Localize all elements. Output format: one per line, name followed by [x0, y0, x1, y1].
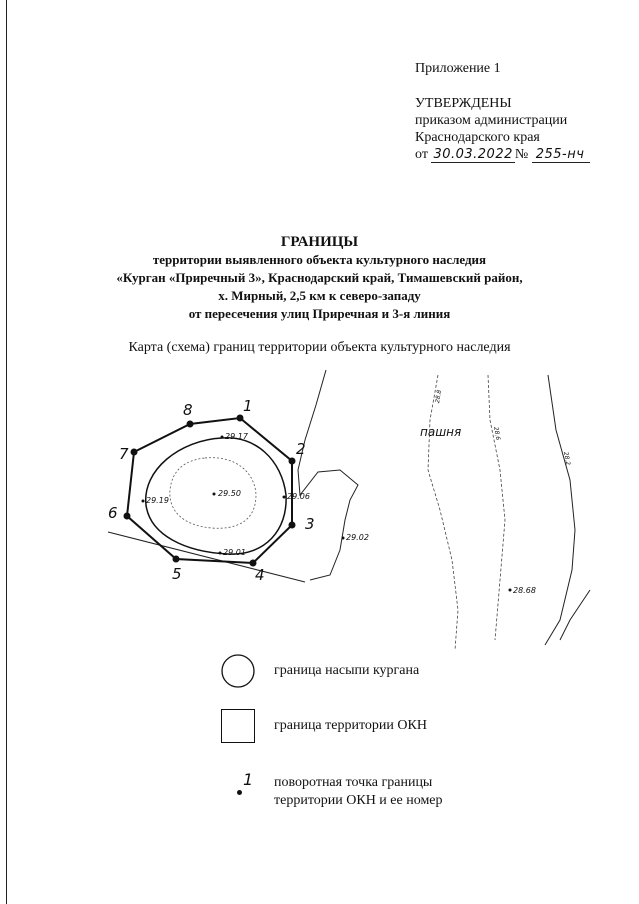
- elevation-dot: [221, 436, 224, 439]
- contour-line-2: [488, 375, 505, 640]
- order-date-line: [415, 146, 590, 163]
- elevation-label: 28.68: [513, 586, 536, 595]
- document-heading: ГРАНИЦЫ: [280, 234, 359, 250]
- elevation-label: 29.19: [146, 496, 169, 505]
- turn-point-legend-number: 1: [243, 770, 254, 789]
- elevation-dot: [219, 552, 222, 555]
- turn-point-label-4: 4: [255, 566, 265, 584]
- elevation-label: 29.17: [225, 432, 248, 441]
- map-caption: Карта (схема) границ территории объекта культурного наследия: [128, 340, 511, 355]
- document-subtitle: [0, 251, 639, 323]
- turn-point-label-6: 6: [108, 504, 118, 522]
- road-line: [108, 532, 305, 582]
- turn-point-label-2: 2: [296, 440, 306, 458]
- field-label: пашня: [420, 425, 462, 439]
- contour-label: 28.6: [492, 426, 502, 441]
- number-label: №: [514, 147, 529, 162]
- turn-point-2: [289, 458, 296, 465]
- approval-line-2: Краснодарского края: [415, 130, 540, 145]
- boundary-map: [0, 360, 639, 660]
- turn-point-markers: [124, 415, 296, 567]
- subtitle-line-2: «Курган «Приречный 3», Краснодарский край, Тимашевский район,: [116, 270, 523, 285]
- legend-mound-label: граница насыпи кургана: [274, 663, 420, 678]
- elevation-label: 29.01: [223, 548, 246, 557]
- elevation-dot: [142, 500, 145, 503]
- turn-point-6: [124, 513, 131, 520]
- turn-point-label-1: 1: [243, 397, 253, 415]
- legend-turn-point-line-2: территории ОКН и ее номер: [274, 793, 443, 808]
- turn-point-legend-dot: [237, 790, 242, 795]
- elevation-dot: [283, 496, 286, 499]
- turn-point-label-5: 5: [172, 565, 182, 583]
- subtitle-line-4: от пересечения улиц Приречная и 3-я линия: [188, 306, 451, 321]
- legend-territory-label: граница территории ОКН: [274, 718, 427, 733]
- turn-point-label-7: 7: [119, 445, 129, 463]
- turn-point-label-3: 3: [305, 515, 315, 533]
- contour-label: 28.2: [562, 451, 572, 466]
- elevation-dot: [509, 589, 512, 592]
- mound-legend-symbol: [220, 653, 256, 689]
- turn-point-5: [173, 556, 180, 563]
- elevation-label: 29.50: [218, 489, 241, 498]
- turn-point-8: [187, 421, 194, 428]
- elevation-label: 29.06: [287, 492, 310, 501]
- elevation-label: 29.02: [346, 533, 369, 542]
- inner-contour: [170, 458, 256, 529]
- elevation-dot: [213, 493, 216, 496]
- subtitle-line-3: х. Мирный, 2,5 км к северо-западу: [218, 288, 421, 303]
- order-number: 255-нч: [532, 147, 591, 163]
- subtitle-line-1: территории выявленного объекта культурного наследия: [152, 252, 487, 267]
- contour-line-1: [428, 375, 458, 650]
- contour-label: 28.8: [434, 389, 444, 404]
- legend-turn-point-line-1: поворотная точка границы: [274, 775, 433, 790]
- elevation-dot: [342, 537, 345, 540]
- bank-line: [545, 375, 575, 645]
- legend-turn-point-label: [274, 774, 443, 810]
- from-label: от: [415, 147, 428, 162]
- ravine-line: [560, 590, 590, 640]
- appendix-label: Приложение 1: [415, 61, 501, 76]
- terrain-line: [298, 370, 358, 580]
- approved-label: УТВЕРЖДЕНЫ: [415, 96, 512, 111]
- turn-point-7: [131, 449, 138, 456]
- elevation-markers: [142, 436, 512, 592]
- order-date: 30.03.2022: [433, 147, 513, 162]
- turn-point-1: [237, 415, 244, 422]
- approval-block: [415, 60, 590, 163]
- approval-line-1: приказом администрации: [415, 113, 568, 128]
- turn-point-3: [289, 522, 296, 529]
- turn-point-label-8: 8: [183, 401, 193, 419]
- territory-legend-symbol: [221, 709, 255, 743]
